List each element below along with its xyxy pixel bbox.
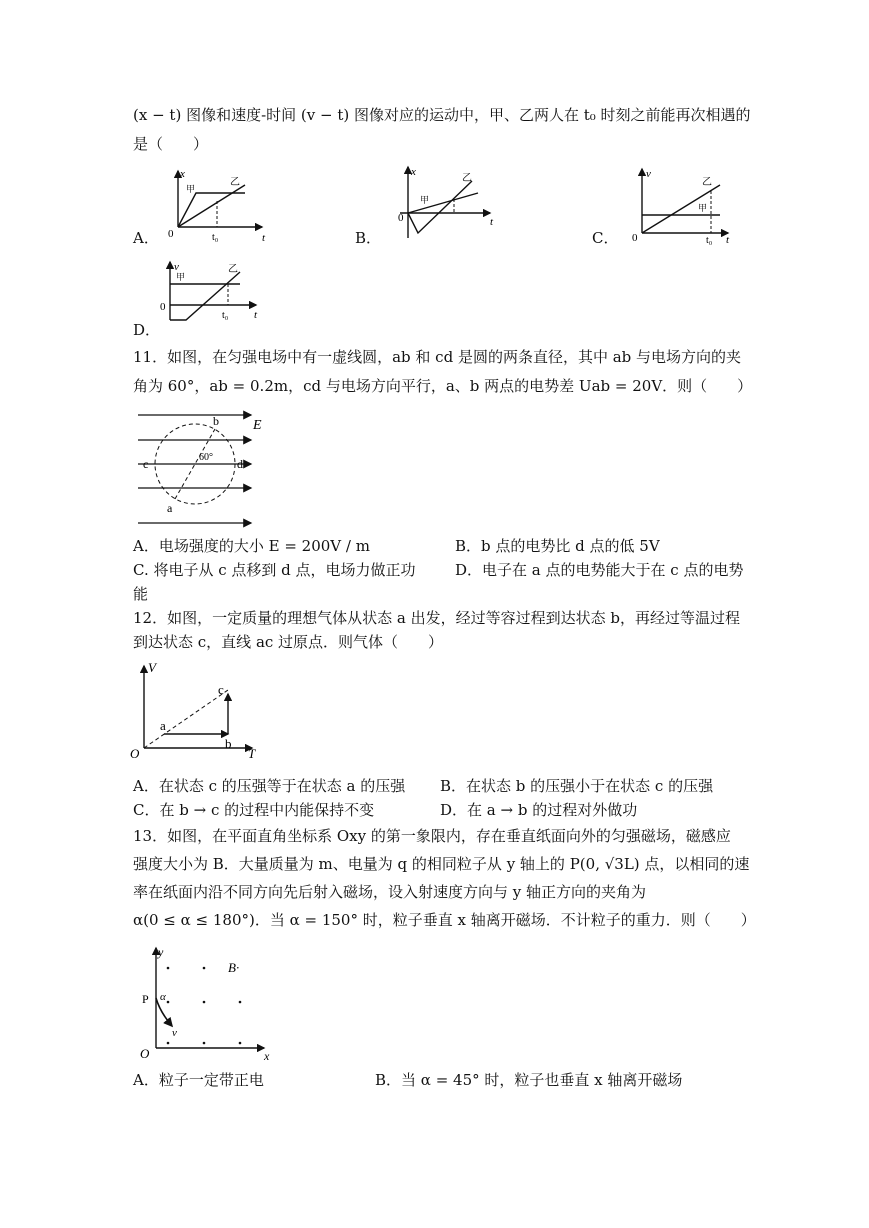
q13-stem-line1: 13．如图，在平面直角坐标系 Oxy 的第一象限内，存在垂直纸面向外的匀强磁场，磁感应 (133, 827, 731, 845)
q11-field-figure (133, 405, 268, 530)
q12-stem-line2: 到达状态 c，直线 ac 过原点．则气体（ ） (133, 633, 444, 651)
q10-stem-line1: (x − t) 图像和速度-时间 (v − t) 图像对应的运动中，甲、乙两人在 t₀ 时刻之前能再次相遇的 (133, 106, 751, 124)
point-b-label: b (213, 414, 219, 428)
q10-graph-d (156, 258, 266, 323)
q13-magnetic-figure (138, 940, 278, 1065)
h-axis-label: t (262, 232, 266, 244)
jia-label: 甲 (420, 195, 430, 205)
q12-option-b: B．在状态 b 的压强小于在状态 c 的压强 (440, 777, 714, 795)
velocity-label: v (172, 1027, 177, 1039)
t0-label: t₀ (212, 232, 219, 243)
v-axis-label: v (646, 168, 651, 180)
b-field-label: B· (228, 960, 240, 975)
v-axis-label: v (174, 261, 179, 273)
origin-label: 0 (160, 301, 166, 313)
jia-label: 甲 (698, 203, 708, 213)
q11-option-b: B．b 点的电势比 d 点的低 5V (455, 537, 660, 555)
line-ac (144, 690, 228, 748)
t-axis-label: T (248, 746, 256, 760)
state-a-label: a (160, 718, 166, 733)
jia-line (178, 193, 245, 227)
q13-option-b: B．当 α = 45° 时，粒子也垂直 x 轴离开磁场 (375, 1071, 683, 1089)
jia-line (408, 193, 478, 213)
field-dots (167, 967, 242, 1045)
v-axis-label: x (180, 168, 185, 180)
q10-stem-line2: 是（ ） (133, 135, 209, 153)
jia-label: 甲 (176, 272, 186, 282)
q11-option-c: C. 将电子从 c 点移到 d 点，电场力做正功 (133, 561, 416, 579)
q12-option-d: D．在 a → b 的过程对外做功 (440, 801, 638, 819)
field-e-label: E (253, 418, 262, 433)
angle-label: 60° (199, 452, 213, 463)
yi-label: 乙 (702, 177, 712, 188)
point-a-label: a (167, 501, 173, 515)
origin-label: O (140, 1046, 150, 1061)
q10-graph-c (628, 165, 738, 245)
yi-label: 乙 (462, 173, 472, 184)
q10-graph-a (160, 165, 270, 245)
state-c-label: c (218, 682, 224, 697)
q12-stem-line1: 12．如图，一定质量的理想气体从状态 a 出发，经过等容过程到达状态 b，再经过等温过程 (133, 609, 740, 627)
q11-option-d: D．电子在 a 点的电势能大于在 c 点的电势 (455, 561, 744, 579)
q11-stem-line2: 角为 60°，ab = 0.2m，cd 与电场方向平行，a、b 两点的电势差 Uab = 20V．则（ ） (133, 377, 753, 395)
point-p-label: P (142, 992, 149, 1006)
yi-line (642, 185, 720, 233)
q10-option-b-label: B． (355, 229, 382, 247)
alpha-label: α (160, 991, 166, 1003)
q10-option-a-label: A． (133, 229, 159, 247)
q13-stem-line3: 率在纸面内沿不同方向先后射入磁场，设入射速度方向与 y 轴正方向的夹角为 (133, 883, 647, 901)
v-axis-label: V (148, 660, 156, 675)
h-axis-label: t (254, 309, 258, 321)
q11-option-a: A．电场强度的大小 E = 200V / m (133, 537, 370, 555)
q12-option-c: C．在 b → c 的过程中内能保持不变 (133, 801, 375, 819)
point-d-label: d (237, 457, 243, 471)
origin-label: 0 (632, 232, 638, 244)
h-axis-label: t (490, 216, 494, 228)
h-axis-label: t (726, 234, 730, 245)
origin-label: 0 (168, 228, 174, 240)
q13-option-a: A．粒子一定带正电 (133, 1071, 264, 1089)
t0-label: t₀ (706, 235, 713, 245)
jia-label: 甲 (186, 184, 196, 194)
yi-label: 乙 (230, 177, 240, 188)
q12-option-a: A．在状态 c 的压强等于在状态 a 的压强 (133, 777, 406, 795)
t0-label: t₀ (222, 310, 229, 321)
origin-label: O (130, 746, 140, 760)
v-axis-label: x (411, 166, 416, 178)
q11-option-d-cont: 能 (133, 585, 149, 603)
q10-graph-b (390, 163, 500, 243)
yi-line (408, 181, 472, 233)
x-axis-label: x (264, 1049, 270, 1063)
point-c-label: c (143, 457, 149, 471)
y-axis-label: y (158, 945, 164, 959)
state-b-label: b (225, 736, 232, 751)
q12-vt-graph (128, 660, 268, 760)
q13-stem-line2: 强度大小为 B．大量质量为 m、电量为 q 的相同粒子从 y 轴上的 P(0, √3L) 点，以相同的速 (133, 855, 750, 873)
q10-option-d-label: D． (133, 321, 161, 339)
q11-stem-line1: 11．如图，在匀强电场中有一虚线圆，ab 和 cd 是圆的两条直径，其中 ab 与电场方向的夹 (133, 348, 742, 366)
q10-option-c-label: C． (592, 229, 619, 247)
yi-label: 乙 (228, 264, 238, 275)
q13-stem-line4: α(0 ≤ α ≤ 180°)．当 α = 150° 时，粒子垂直 x 轴离开磁场．不计粒子的重力．则（ ） (133, 911, 756, 929)
origin-label: 0 (398, 212, 404, 224)
